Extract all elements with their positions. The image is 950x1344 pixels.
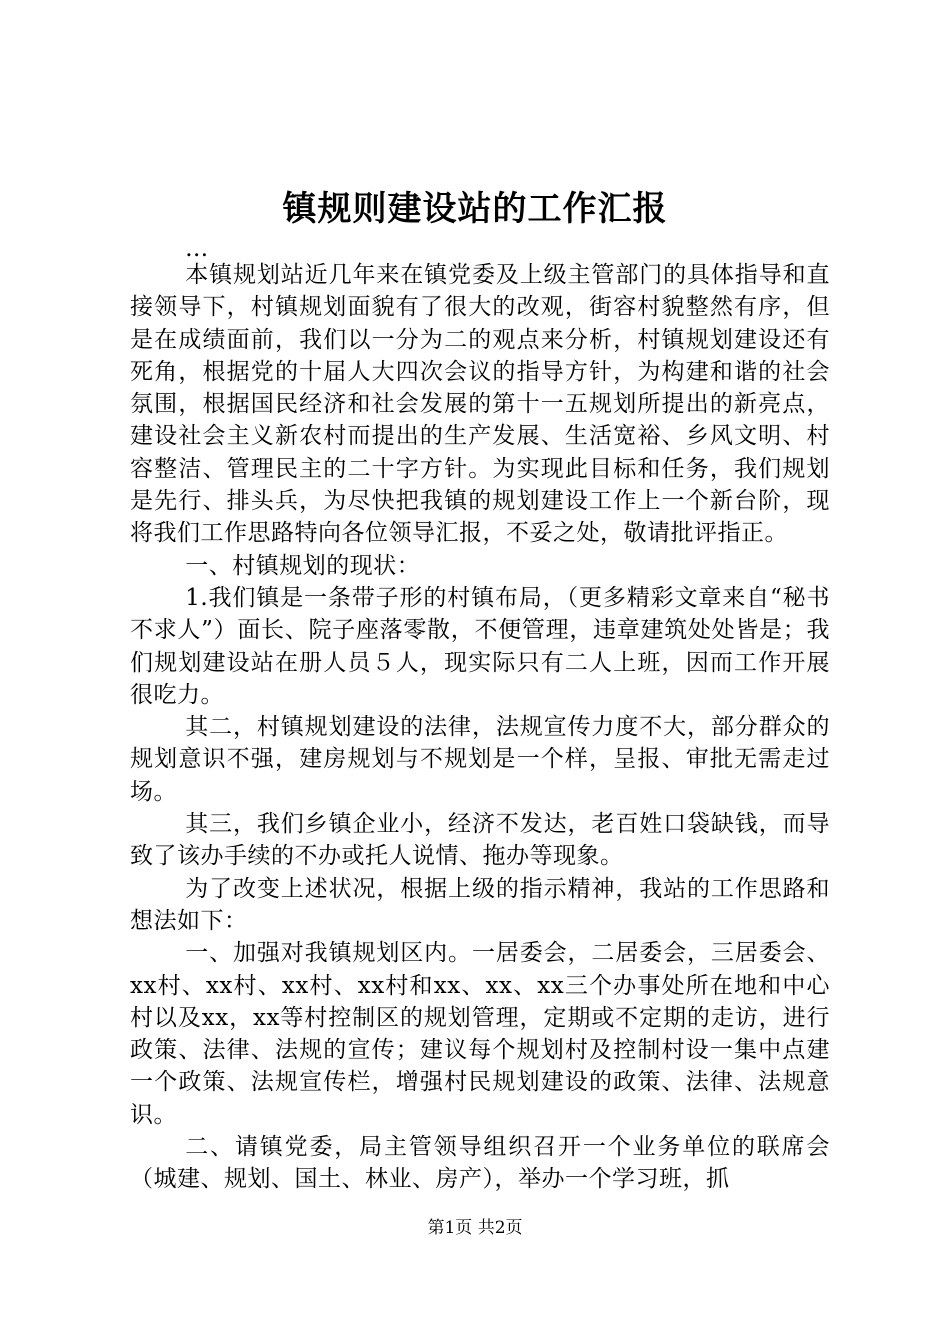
paragraph-point-2: 其二，村镇规划建设的法律，法规宣传力度不大，部分群众的规划意识不强，建房规划与不规划是一个样，呈报、审批无需走过场。 xyxy=(130,714,830,805)
paragraph-intro: 本镇规划站近几年来在镇党委及上级主管部门的具体指导和直接领导下，村镇规划面貌有了很大的改观，街容村貌整然有序，但是在成绩面前，我们以一分为二的观点来分析，村镇规划建设还有死角，根据党的十届人大四次会议的指导方针，为构建和谐的社会氛围，根据国民经济和社会发展的第十一五规划所提出的新亮点，建设社会主义新农村而提出的生产发展、生活宽裕、乡风文明、村容整洁、管理民主的二十字方针。为实现此目标和任务，我们规划是先行、排头兵，为尽快把我镇的规划建设工作上一个新台阶，现将我们工作思路特向各位领导汇报，不妥之处，敬请批评指正。 xyxy=(130,262,830,547)
document-title: 镇规则建设站的工作汇报 xyxy=(282,189,668,229)
page-footer: 第1页 共2页 xyxy=(427,1218,523,1238)
section-heading-status: 一、村镇规划的现状： xyxy=(185,552,421,579)
ellipsis-marker: ... xyxy=(185,236,209,262)
paragraph-point-3: 其三，我们乡镇企业小，经济不发达，老百姓口袋缺钱，而导致了该办手续的不办或托人说情、拖办等现象。 xyxy=(130,811,830,870)
paragraph-plan-2: 二、请镇党委，局主管领导组织召开一个业务单位的联席会（城建、规划、国土、林业、房产），举办一个学习班，抓 xyxy=(130,1134,830,1193)
paragraph-plan-1: 一、加强对我镇规划区内。一居委会，二居委会，三居委会、xx村、xx村、xx村、xx村和xx、xx、xx三个办事处所在地和中心村以及xx，xx等村控制区的规划管理，定期或不定期的走访，进行政策、法律、法规的宣传；建议每个规划村及控制村设一集中点建一个政策、法规宣传栏，增强村民规划建设的政策、法律、法规意识。 xyxy=(130,940,830,1128)
paragraph-point-1: 1.我们镇是一条带子形的村镇布局，（更多精彩文章来自“秘书不求人”）面长、院子座落零散，不便管理，违章建筑处处皆是；我们规划建设站在册人员５人，现实际只有二人上班，因而工作开展很吃力。 xyxy=(130,584,830,708)
paragraph-work-plan-intro: 为了改变上述状况，根据上级的指示精神，我站的工作思路和想法如下： xyxy=(130,875,830,934)
document-body xyxy=(130,236,830,1196)
